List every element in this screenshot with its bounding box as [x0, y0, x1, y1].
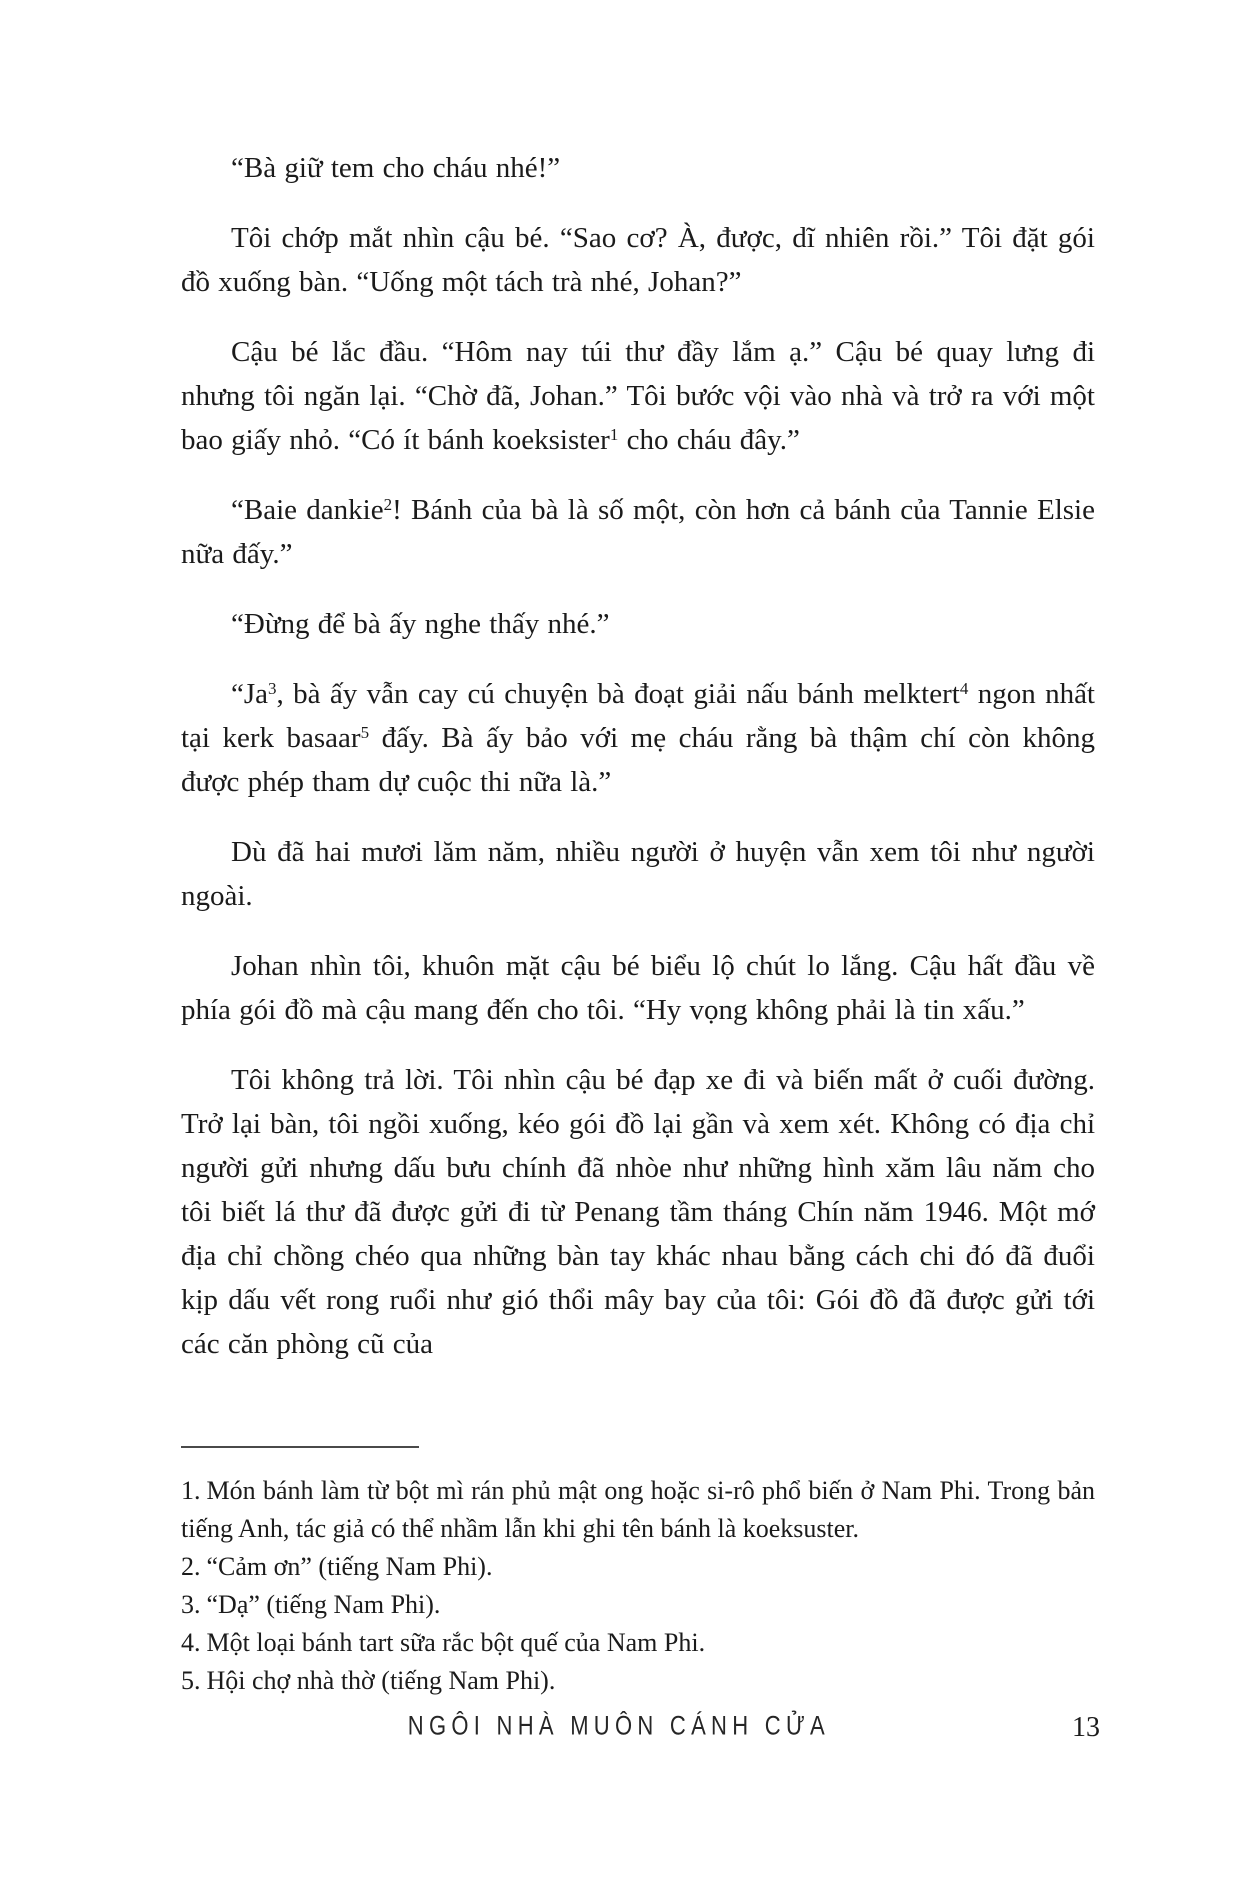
body-paragraph: Tôi không trả lời. Tôi nhìn cậu bé đạp xe đi và biến mất ở cuối đường. Trở lại bàn, tôi ngồi xuống, kéo gói đồ lại gần và xem xét. Không có địa chỉ người gửi nhưng dấu bưu chính đã nhòe như những hình xăm lâu năm cho tôi biết lá thư đã được gửi đi từ Penang tầm tháng Chín năm 1946. Một mớ địa chỉ chồng chéo qua những bàn tay khác nhau bằng cách chi đó đã đuổi kịp dấu vết rong ruổi như gió thổi mây bay của tôi: Gói đồ đã được gửi tới các căn phòng cũ của: [181, 1064, 1095, 1360]
footnote-item: 4. Một loại bánh tart sữa rắc bột quế của Nam Phi.: [181, 1628, 706, 1657]
footnote-separator: [181, 1446, 419, 1448]
running-title: NGÔI NHÀ MUÔN CÁNH CỬA: [407, 1710, 830, 1742]
body-paragraph: Johan nhìn tôi, khuôn mặt cậu bé biểu lộ chút lo lắng. Cậu hất đầu về phía gói đồ mà cậu mang đến cho tôi. “Hy vọng không phải là tin xấu.”: [181, 950, 1095, 1026]
footnote-number: 4.: [181, 1628, 201, 1657]
page-footer: [0, 1712, 1237, 1741]
body-paragraph: “Ja$^3$, bà ấy vẫn cay cú chuyện bà đoạt giải nấu bánh melktert$^4$ ngon nhất tại kerk basaar$^5$ đấy. Bà ấy bảo với mẹ cháu rằng bà thậm chí còn không được phép tham dự cuộc thi nữa là.”: [181, 678, 1095, 798]
footnote-item: 3. “Dạ” (tiếng Nam Phi).: [181, 1590, 441, 1619]
body-paragraph: Cậu bé lắc đầu. “Hôm nay túi thư đầy lắm ạ.” Cậu bé quay lưng đi nhưng tôi ngăn lại. “Chờ đã, Johan.” Tôi bước vội vào nhà và trở ra với một bao giấy nhỏ. “Có ít bánh koeksister$^1$ cho cháu đây.”: [181, 336, 1095, 456]
footnotes-list: [181, 1472, 1095, 1700]
footnote-reference: 2: [383, 494, 393, 514]
footnote-number: 2.: [181, 1552, 201, 1581]
body-text: [181, 146, 1095, 1392]
footnotes-section: [181, 1446, 1095, 1700]
footnote-reference: 4: [959, 678, 969, 698]
footnote-reference: 1: [609, 424, 619, 444]
page-number: 13: [1072, 1712, 1100, 1743]
footnote-reference: 5: [360, 722, 370, 742]
footnote-number: 3.: [181, 1590, 201, 1619]
body-paragraph: “Bà giữ tem cho cháu nhé!”: [231, 152, 561, 184]
footnote-item: 2. “Cảm ơn” (tiếng Nam Phi).: [181, 1552, 493, 1581]
body-paragraph: Tôi chớp mắt nhìn cậu bé. “Sao cơ? À, được, dĩ nhiên rồi.” Tôi đặt gói đồ xuống bàn. “Uống một tách trà nhé, Johan?”: [181, 222, 1095, 298]
body-paragraph: “Đừng để bà ấy nghe thấy nhé.”: [231, 608, 610, 640]
body-paragraph: Dù đã hai mươi lăm năm, nhiều người ở huyện vẫn xem tôi như người ngoài.: [181, 836, 1095, 912]
footnote-number: 1.: [181, 1476, 201, 1505]
footnote-item: 5. Hội chợ nhà thờ (tiếng Nam Phi).: [181, 1666, 556, 1695]
body-paragraph: “Baie dankie$^2$! Bánh của bà là số một, còn hơn cả bánh của Tannie Elsie nữa đấy.”: [181, 494, 1095, 570]
footnote-item: 1. Món bánh làm từ bột mì rán phủ mật ong hoặc si-rô phổ biến ở Nam Phi. Trong bản tiếng Anh, tác giả có thể nhầm lẫn khi ghi tên bánh là koeksuster.: [181, 1476, 1095, 1543]
footnote-reference: 3: [268, 678, 277, 698]
footnote-number: 5.: [181, 1666, 201, 1695]
